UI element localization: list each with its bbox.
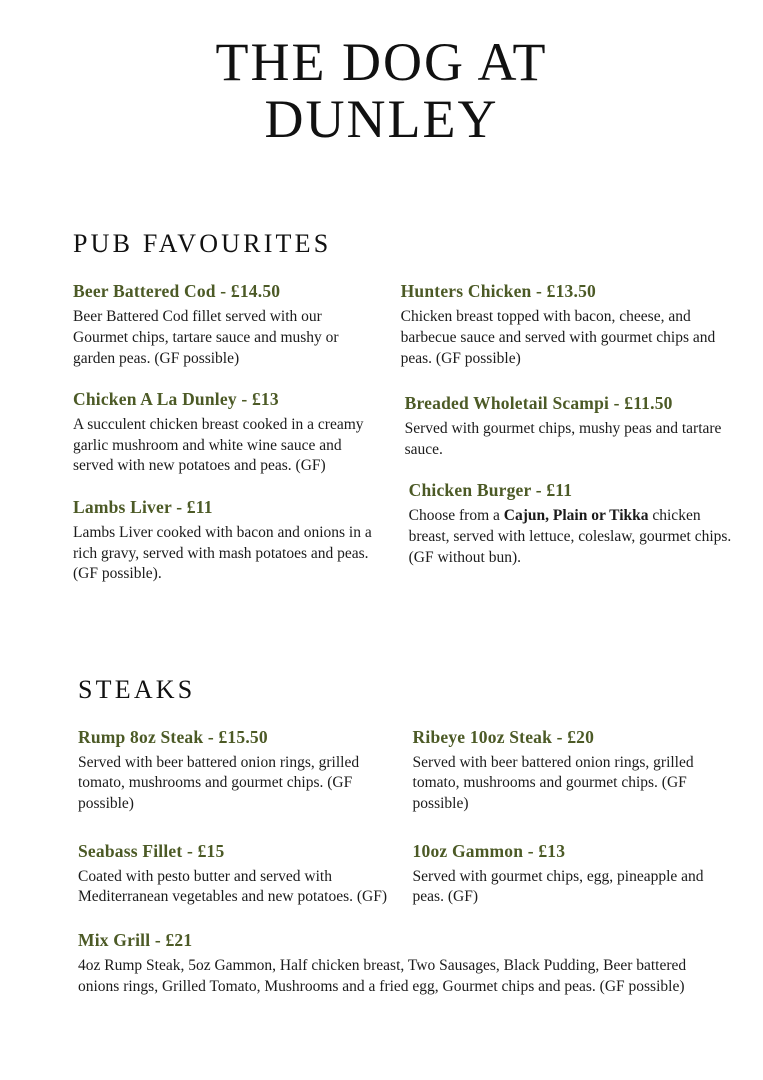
menu-item-description-rich xyxy=(409,506,737,568)
menu-item-description: Chicken breast topped with bacon, cheese, and barbecue sauce and served with gourmet chips and peas. (GF possible) xyxy=(400,308,716,367)
menu-item-name: Hunters Chicken - £13.50 xyxy=(400,281,596,302)
menu-item-description: Beer Battered Cod fillet served with our Gourmet chips, tartare sauce and mushy or garden peas. (GF possible) xyxy=(73,308,339,367)
menu-item xyxy=(413,841,737,908)
menu-item xyxy=(73,281,379,369)
menu-item-name: Ribeye 10oz Steak - £20 xyxy=(412,726,595,747)
menu-item xyxy=(401,281,737,369)
steaks-columns xyxy=(78,727,737,928)
menu-item-name: Lambs Liver - £11 xyxy=(73,497,213,518)
menu-item-description: Coated with pesto butter and served with Mediterranean vegetables and new potatoes. (GF) xyxy=(78,867,388,906)
menu-item-name: Chicken Burger - £11 xyxy=(408,480,573,501)
desc-part-pre: Choose from a xyxy=(408,507,504,525)
menu-item xyxy=(73,497,379,585)
section-pub-favourites xyxy=(26,229,737,604)
menu-item-name: Chicken A La Dunley - £13 xyxy=(73,389,279,410)
menu-item-name: Seabass Fillet - £15 xyxy=(78,840,225,861)
steaks-column-right xyxy=(413,727,737,928)
section-heading-steaks: STEAKS xyxy=(78,674,196,704)
menu-item xyxy=(73,389,379,477)
page-title xyxy=(26,34,737,147)
menu-item xyxy=(401,393,737,460)
section-steaks xyxy=(26,675,737,997)
pub-favourites-columns xyxy=(73,281,737,604)
menu-item-description: Served with gourmet chips, mushy peas and tartare sauce. xyxy=(404,420,722,458)
pub-favourites-column-left xyxy=(73,281,401,604)
pub-favourites-column-right xyxy=(401,281,737,588)
menu-item-name: Rump 8oz Steak - £15.50 xyxy=(78,726,268,747)
menu-item-mix-grill xyxy=(78,930,737,997)
desc-part-post: chicken breast, served with lettuce, coleslaw, gourmet chips. (GF without bun). xyxy=(408,507,732,566)
menu-item-description: Lambs Liver cooked with bacon and onions in a rich gravy, served with mash potatoes and peas. (GF possible). xyxy=(73,524,372,583)
title-line-2: DUNLEY xyxy=(264,88,499,149)
steaks-column-left xyxy=(78,727,413,928)
menu-item xyxy=(401,480,737,568)
menu-item-description: A succulent chicken breast cooked in a creamy garlic mushroom and white wine sauce and served with new potatoes and peas. (GF) xyxy=(73,416,364,475)
desc-part-bold: Cajun, Plain or Tikka xyxy=(503,507,649,525)
menu-item xyxy=(78,841,397,908)
section-heading-pub-favourites: PUB FAVOURITES xyxy=(73,229,332,259)
menu-item-description: Served with gourmet chips, egg, pineapple and peas. (GF) xyxy=(412,867,704,906)
menu-item-description: Served with beer battered onion rings, grilled tomato, mushrooms and gourmet chips. (GF possible) xyxy=(412,753,694,813)
menu-item-name: Mix Grill - £21 xyxy=(78,929,193,950)
menu-item-description: Served with beer battered onion rings, grilled tomato, mushrooms and gourmet chips. (GF possible) xyxy=(78,753,360,813)
title-line-1: THE DOG AT xyxy=(215,32,548,92)
menu-item-name: 10oz Gammon - £13 xyxy=(412,840,566,861)
menu-item xyxy=(78,727,397,815)
menu-item-description: 4oz Rump Steak, 5oz Gammon, Half chicken breast, Two Sausages, Black Pudding, Beer battered onions rings, Grilled Tomato, Mushrooms and a fried egg, Gourmet chips and peas. (GF possible) xyxy=(78,956,687,995)
menu-item-name: Beer Battered Cod - £14.50 xyxy=(73,281,281,302)
menu-item-name: Breaded Wholetail Scampi - £11.50 xyxy=(404,393,673,414)
menu-item xyxy=(413,727,737,815)
